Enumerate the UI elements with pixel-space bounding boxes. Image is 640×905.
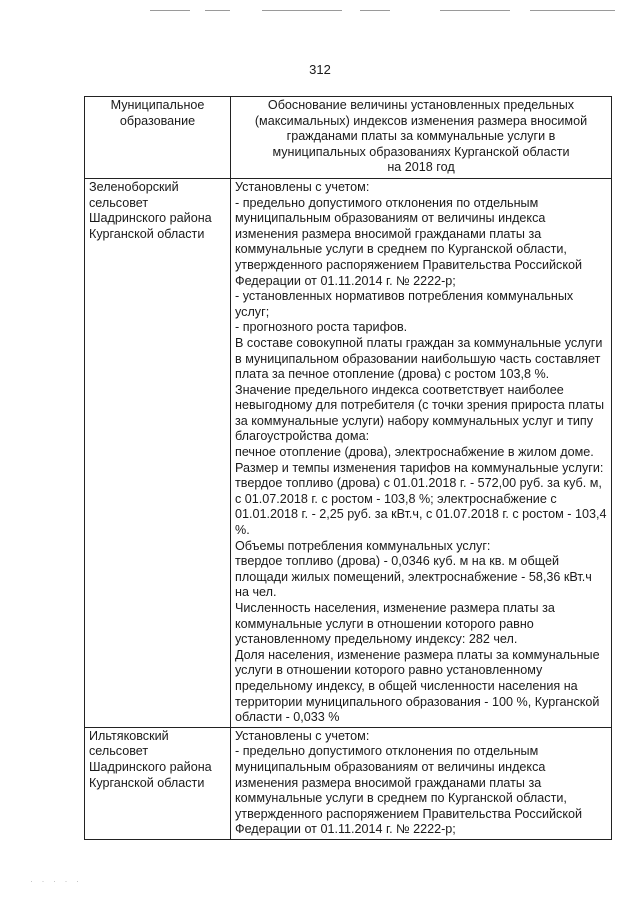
description-paragraph: - предельно допустимого отклонения по отдельным муниципальным образованиям от величины индекса изменения размера вносимой гражданами платы за коммунальные услуги в среднем по Курганской области, утвержденного распоряжением Правительства Российской Федерации от 01.11.2014 г. № 2222-р; — [235, 744, 583, 837]
description-paragraph: - прогнозного роста тарифов. — [235, 320, 408, 335]
municipality-line: Ильтяковский — [89, 728, 169, 743]
municipality-line: сельсовет — [89, 195, 149, 210]
description-paragraph: Установлены с учетом: — [235, 179, 370, 194]
header-line: (максимальных) индексов изменения размера вносимой — [254, 113, 588, 128]
description-paragraph: - установленных нормативов потребления коммунальных услуг; — [235, 289, 574, 319]
municipality-line: Шадринского района — [89, 759, 212, 774]
description-paragraph: твердое топливо (дрова) с 01.01.2018 г. - 572,00 руб. за куб. м, с 01.07.2018 г. с ростом - 103,8 %; электроснабжение с 01.01.2018 г. - 2,25 руб. за кВт.ч, с 01.07.2018 г. с ростом - 103,4 %. — [235, 476, 607, 538]
header-municipality — [85, 97, 231, 179]
description-paragraph: Доля населения, изменение размера платы за коммунальные услуги в отношении которого равно установленному предельному индексу, в общей численности населения на территории муниципального образования - 100 %, Курганской области - 0,033 % — [235, 647, 600, 725]
scan-noise: · · · · · — [30, 876, 82, 886]
description-cell — [231, 178, 612, 727]
description-cell — [231, 727, 612, 839]
description-paragraph: Объемы потребления коммунальных услуг: — [235, 538, 491, 553]
page-number: 312 — [309, 62, 331, 77]
municipality-line: Шадринского района — [89, 211, 212, 226]
municipality-line: сельсовет — [89, 744, 149, 759]
municipality-line: Курганской области — [89, 226, 205, 241]
header-line: муниципальных образованиях Курганской области — [272, 144, 570, 159]
header-line: Обоснование величины установленных предельных — [267, 98, 575, 112]
header-line: образование — [119, 113, 196, 128]
header-line: гражданами платы за коммунальные услуги в — [286, 129, 556, 144]
justification-table — [84, 96, 612, 840]
description-paragraph: Размер и темпы изменения тарифов на коммунальные услуги: — [235, 460, 604, 475]
municipality-cell — [85, 178, 231, 727]
description-paragraph: - предельно допустимого отклонения по отдельным муниципальным образованиям от величины индекса изменения размера вносимой гражданами платы за коммунальные услуги в среднем по Курганской области, утвержденного распоряжением Правительства Российской Федерации от 01.11.2014 г. № 2222-р; — [235, 195, 583, 288]
municipality-line: Зеленоборский — [89, 179, 179, 194]
description-paragraph: Значение предельного индекса соответствует наиболее невыгодному для потребителя (с точки зрения прироста платы за коммунальные услуги) набору коммунальных услуг и типу благоустройства дома: — [235, 382, 605, 444]
description-paragraph: печное отопление (дрова), электроснабжение в жилом доме. — [235, 445, 594, 460]
header-line: на 2018 год — [387, 160, 455, 175]
table-row — [85, 178, 612, 727]
table-header-row — [85, 97, 612, 179]
description-paragraph: твердое топливо (дрова) - 0,0346 куб. м на кв. м общей площади жилых помещений, электроснабжение - 58,36 кВт.ч на чел. — [235, 554, 592, 600]
description-paragraph: Установлены с учетом: — [235, 728, 370, 743]
header-line: Муниципальное — [110, 98, 205, 112]
description-paragraph: Численность населения, изменение размера платы за коммунальные услуги в отношении которого равно установленному предельному индексу: 282 чел. — [235, 601, 555, 647]
municipality-cell — [85, 727, 231, 839]
municipality-line: Курганской области — [89, 775, 205, 790]
header-justification — [231, 97, 612, 179]
description-paragraph: В составе совокупной платы граждан за коммунальные услуги в муниципальном образовании наибольшую часть составляет плата за печное отопление (дрова) с ростом 103,8 %. — [235, 335, 603, 382]
table-row — [85, 727, 612, 839]
